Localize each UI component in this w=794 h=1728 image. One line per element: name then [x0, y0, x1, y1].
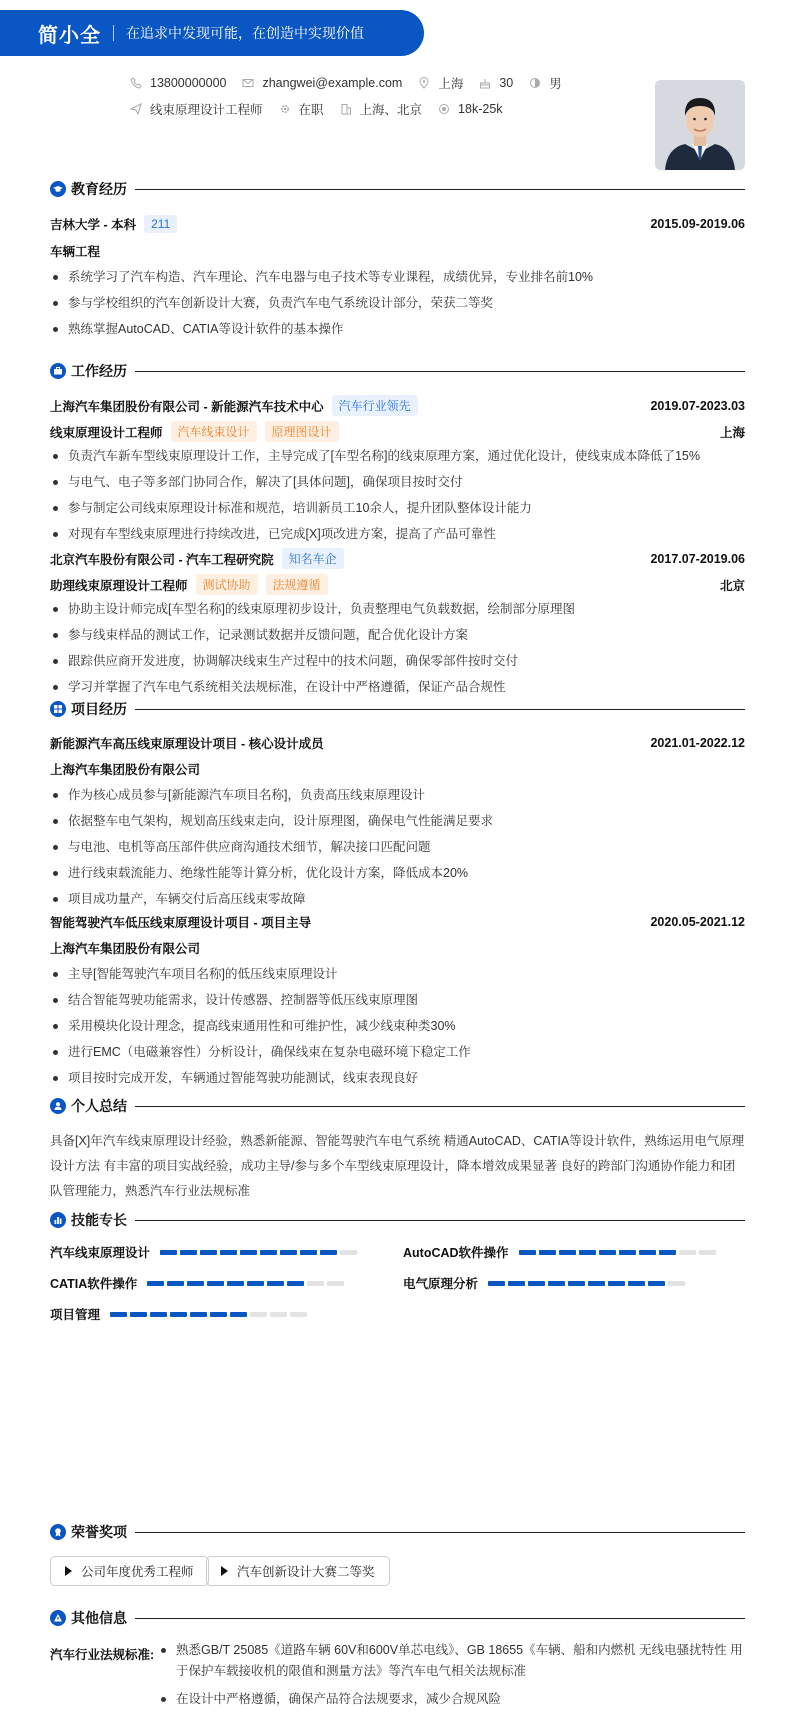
other-label: 汽车行业法规标准:	[50, 1648, 155, 1662]
company: 北京汽车股份有限公司 - 汽车工程研究院	[50, 552, 274, 567]
skill-name: CATIA软件操作	[50, 1277, 138, 1291]
list-item: 参与制定公司线束原理设计标准和规范，培训新员工10余人，提升团队整体设计能力	[50, 495, 745, 521]
skill-level-segment	[648, 1281, 665, 1286]
section-title: 教育经历	[71, 181, 127, 197]
skill-level-segment	[147, 1281, 164, 1286]
section-divider	[135, 1532, 745, 1533]
skill-item	[50, 1305, 310, 1323]
skill-level-segment	[187, 1281, 204, 1286]
location-icon	[418, 77, 430, 89]
section-other	[50, 1608, 745, 1628]
briefcase-icon	[50, 363, 66, 379]
phone-icon	[130, 77, 142, 89]
other-bullets	[158, 1640, 748, 1717]
skill-level-segment	[659, 1250, 676, 1255]
section-divider	[135, 1106, 745, 1107]
user-icon	[50, 1098, 66, 1114]
section-awards	[50, 1522, 745, 1542]
work-header	[50, 548, 745, 569]
skill-level-segment	[668, 1281, 685, 1286]
list-item: 熟练掌握AutoCAD、CATIA等设计软件的基本操作	[50, 316, 745, 342]
role: 助理线束原理设计工程师	[50, 578, 188, 593]
list-item: 与电气、电子等多部门协同合作，解决了[具体问题]，确保项目按时交付	[50, 469, 745, 495]
skill-level-segment	[508, 1281, 525, 1286]
skill-level-segment	[230, 1312, 247, 1317]
school-tag: 211	[144, 215, 177, 233]
list-item: 结合智能驾驶功能需求，设计传感器、控制器等低压线束原理图	[50, 987, 745, 1013]
skill-level-segment	[699, 1250, 716, 1255]
skill-level-bar	[147, 1281, 347, 1286]
project-company: 上海汽车集团股份有限公司	[50, 942, 201, 956]
award-name: 公司年度优秀工程师	[81, 1565, 194, 1579]
header-banner	[0, 10, 424, 56]
work-header	[50, 395, 745, 416]
grid-icon	[50, 701, 66, 717]
skill-level-segment	[679, 1250, 696, 1255]
section-title: 工作经历	[71, 363, 127, 379]
list-item: 主导[智能驾驶汽车项目名称]的低压线束原理设计	[50, 961, 745, 987]
candidate-name: 简小全	[38, 24, 101, 47]
skill-level-segment	[619, 1250, 636, 1255]
avatar	[655, 80, 745, 170]
skill-item	[50, 1243, 360, 1261]
work-bullets	[50, 596, 745, 700]
project-date: 2021.01-2022.12	[650, 736, 745, 750]
project-header	[50, 734, 745, 752]
school: 吉林大学 - 本科	[50, 218, 137, 232]
list-item: 进行EMC（电磁兼容性）分析设计，确保线束在复杂电磁环境下稳定工作	[50, 1039, 745, 1065]
project-company: 上海汽车集团股份有限公司	[50, 763, 201, 777]
skill-level-segment	[548, 1281, 565, 1286]
coin-icon	[438, 103, 450, 115]
role-tag: 原理图设计	[265, 421, 339, 442]
company: 上海汽车集团股份有限公司 - 新能源汽车技术中心	[50, 399, 324, 414]
work-date: 2017.07-2019.06	[650, 551, 745, 566]
award-badge	[50, 1556, 209, 1586]
gender-icon	[529, 77, 541, 89]
award-badge	[206, 1556, 390, 1586]
city: 上海	[438, 77, 464, 91]
cake-icon	[479, 77, 491, 89]
skill-level-segment	[247, 1281, 264, 1286]
section-education	[50, 179, 745, 199]
skill-level-segment	[210, 1312, 227, 1317]
skill-level-segment	[280, 1250, 297, 1255]
skill-name: 项目管理	[50, 1308, 101, 1322]
list-item: 项目按时完成开发，车辆通过智能驾驶功能测试，线束表现良好	[50, 1065, 745, 1091]
skill-level-bar	[160, 1250, 360, 1255]
phone: 13800000000	[150, 76, 227, 90]
skill-item	[50, 1274, 347, 1292]
skill-level-segment	[320, 1250, 337, 1255]
salary: 18k-25k	[458, 102, 503, 116]
section-work	[50, 361, 745, 381]
project-date: 2020.05-2021.12	[650, 915, 745, 929]
skill-level-segment	[340, 1250, 357, 1255]
project-title: 智能驾驶汽车低压线束原理设计项目 - 项目主导	[50, 916, 312, 930]
info-icon	[50, 1610, 66, 1626]
project-title: 新能源汽车高压线束原理设计项目 - 核心设计成员	[50, 737, 324, 751]
section-title: 项目经历	[71, 701, 127, 717]
skill-level-segment	[628, 1281, 645, 1286]
section-title: 技能专长	[71, 1212, 127, 1228]
section-divider	[135, 709, 745, 710]
project-company-row	[50, 760, 745, 778]
project-bullets	[50, 782, 745, 912]
skill-level-segment	[160, 1250, 177, 1255]
skill-level-segment	[200, 1250, 217, 1255]
section-divider	[135, 1220, 745, 1221]
summary-text: 具备[X]年汽车线束原理设计经验，熟悉新能源、智能驾驶汽车电气系统 精通AutoCAD、CATIA等设计软件，熟练运用电气原理设计方法 有丰富的项目实战经验，成功主导/参与多个车型线束原理设计，降本增效成果显著 良好的跨部门沟通协作能力和团队管理能力，熟悉汽车行业法规标准	[50, 1134, 745, 1198]
age: 30	[499, 76, 514, 90]
award-name: 汽车创新设计大赛二等奖	[237, 1565, 375, 1579]
skill-level-segment	[287, 1281, 304, 1286]
skill-level-segment	[307, 1281, 324, 1286]
list-item: 熟悉GB/T 25085《道路车辆 60V和600V单芯电线》、GB 18655《车辆、船和内燃机 无线电骚扰特性 用于保护车载接收机的限值和测量方法》等汽车电气相关法规标准	[158, 1640, 748, 1682]
skill-level-segment	[207, 1281, 224, 1286]
work-date: 2019.07-2023.03	[650, 398, 745, 413]
role-row	[50, 574, 745, 595]
section-title: 其他信息	[71, 1610, 127, 1626]
contact-row-2	[130, 100, 630, 118]
send-icon	[130, 103, 142, 115]
skill-level-segment	[528, 1281, 545, 1286]
graduation-cap-icon	[50, 181, 66, 197]
section-divider	[135, 189, 745, 190]
section-summary	[50, 1096, 745, 1116]
skill-level-segment	[220, 1250, 237, 1255]
list-item: 参与线束样品的测试工作，记录测试数据并反馈问题，配合优化设计方案	[50, 622, 745, 648]
skill-level-segment	[588, 1281, 605, 1286]
skill-level-segment	[110, 1312, 127, 1317]
role-tag: 法规遵循	[266, 574, 328, 595]
motto: 在追求中发现可能，在创造中实现价值	[126, 25, 364, 41]
major: 车辆工程	[50, 245, 101, 259]
play-icon	[65, 1566, 72, 1576]
skill-level-segment	[180, 1250, 197, 1255]
major-row	[50, 242, 745, 260]
skill-level-segment	[167, 1281, 184, 1286]
email-icon	[242, 77, 254, 89]
target-city: 上海、北京	[359, 103, 423, 117]
skill-level-segment	[240, 1250, 257, 1255]
medal-icon	[50, 1524, 66, 1540]
skill-level-segment	[227, 1281, 244, 1286]
section-divider	[135, 371, 745, 372]
building-icon	[340, 103, 352, 115]
skill-level-segment	[488, 1281, 505, 1286]
skill-name: 汽车线束原理设计	[50, 1246, 151, 1260]
skill-level-segment	[568, 1281, 585, 1286]
list-item: 依据整车电气架构，规划高压线束走向，设计原理图，确保电气性能满足要求	[50, 808, 745, 834]
list-item: 作为核心成员参与[新能源汽车项目名称]，负责高压线束原理设计	[50, 782, 745, 808]
skill-level-segment	[290, 1312, 307, 1317]
skill-level-bar	[488, 1281, 688, 1286]
bar-chart-icon	[50, 1212, 66, 1228]
role: 线束原理设计工程师	[50, 425, 163, 440]
section-title: 个人总结	[71, 1098, 127, 1114]
list-item: 跟踪供应商开发进度，协调解决线束生产过程中的技术问题，确保零部件按时交付	[50, 648, 745, 674]
skill-level-segment	[639, 1250, 656, 1255]
list-item: 采用模块化设计理念，提高线束通用性和可维护性，减少线束种类30%	[50, 1013, 745, 1039]
role-row	[50, 421, 745, 442]
project-header	[50, 913, 745, 931]
skill-level-segment	[327, 1281, 344, 1286]
skill-level-segment	[559, 1250, 576, 1255]
list-item: 负责汽车新车型线束原理设计工作，主导完成了[车型名称]的线束原理方案，通过优化设计，使线束成本降低了15%	[50, 443, 745, 469]
skill-level-segment	[519, 1250, 536, 1255]
play-icon	[221, 1566, 228, 1576]
company-tag: 汽车行业领先	[332, 395, 418, 416]
skill-level-segment	[300, 1250, 317, 1255]
skill-item	[403, 1243, 719, 1261]
skill-level-segment	[599, 1250, 616, 1255]
education-header	[50, 215, 745, 233]
email: zhangwei@example.com	[262, 76, 403, 90]
work-status: 在职	[298, 103, 324, 117]
project-company-row	[50, 939, 745, 957]
list-item: 系统学习了汽车构造、汽车理论、汽车电器与电子技术等专业课程，成绩优异，专业排名前10%	[50, 264, 745, 290]
skill-level-segment	[190, 1312, 207, 1317]
list-item: 项目成功量产，车辆交付后高压线束零故障	[50, 886, 745, 912]
skill-level-segment	[579, 1250, 596, 1255]
work-bullets	[50, 443, 745, 547]
work-location: 上海	[719, 425, 745, 440]
skill-level-bar	[110, 1312, 310, 1317]
skill-level-bar	[519, 1250, 719, 1255]
section-divider	[135, 1618, 745, 1619]
skill-level-segment	[170, 1312, 187, 1317]
list-item: 协助主设计师完成[车型名称]的线束原理初步设计，负责整理电气负载数据，绘制部分原理图	[50, 596, 745, 622]
company-tag: 知名车企	[282, 548, 344, 569]
gear-icon	[279, 103, 291, 115]
education-bullets	[50, 264, 745, 342]
role-tag: 测试协助	[196, 574, 258, 595]
skill-level-segment	[260, 1250, 277, 1255]
skill-level-segment	[150, 1312, 167, 1317]
section-skills	[50, 1210, 745, 1230]
list-item: 进行线束载流能力、绝缘性能等计算分析，优化设计方案，降低成本20%	[50, 860, 745, 886]
education-date: 2015.09-2019.06	[650, 217, 745, 231]
skill-level-segment	[267, 1281, 284, 1286]
list-item: 对现有车型线束原理进行持续改进，已完成[X]项改进方案，提高了产品可靠性	[50, 521, 745, 547]
skill-level-segment	[608, 1281, 625, 1286]
banner-divider	[113, 25, 114, 41]
skill-level-segment	[270, 1312, 287, 1317]
list-item: 与电池、电机等高压部件供应商沟通技术细节，解决接口匹配问题	[50, 834, 745, 860]
skill-level-segment	[539, 1250, 556, 1255]
skill-level-segment	[250, 1312, 267, 1317]
gender: 男	[549, 77, 562, 91]
project-bullets	[50, 961, 745, 1091]
role-tag: 汽车线束设计	[171, 421, 257, 442]
section-title: 荣誉奖项	[71, 1524, 127, 1540]
skill-name: AutoCAD软件操作	[403, 1246, 509, 1260]
work-location: 北京	[719, 578, 745, 593]
list-item: 在设计中严格遵循，确保产品符合法规要求，减少合规风险	[158, 1689, 748, 1710]
section-projects	[50, 699, 745, 719]
contact-row-1	[130, 74, 630, 92]
skill-item	[403, 1274, 688, 1292]
list-item: 学习并掌握了汽车电气系统相关法规标准，在设计中严格遵循，保证产品合规性	[50, 674, 745, 700]
list-item: 参与学校组织的汽车创新设计大赛，负责汽车电气系统设计部分，荣获二等奖	[50, 290, 745, 316]
target-position: 线束原理设计工程师	[150, 103, 263, 117]
skill-name: 电气原理分析	[403, 1277, 479, 1291]
skill-level-segment	[130, 1312, 147, 1317]
